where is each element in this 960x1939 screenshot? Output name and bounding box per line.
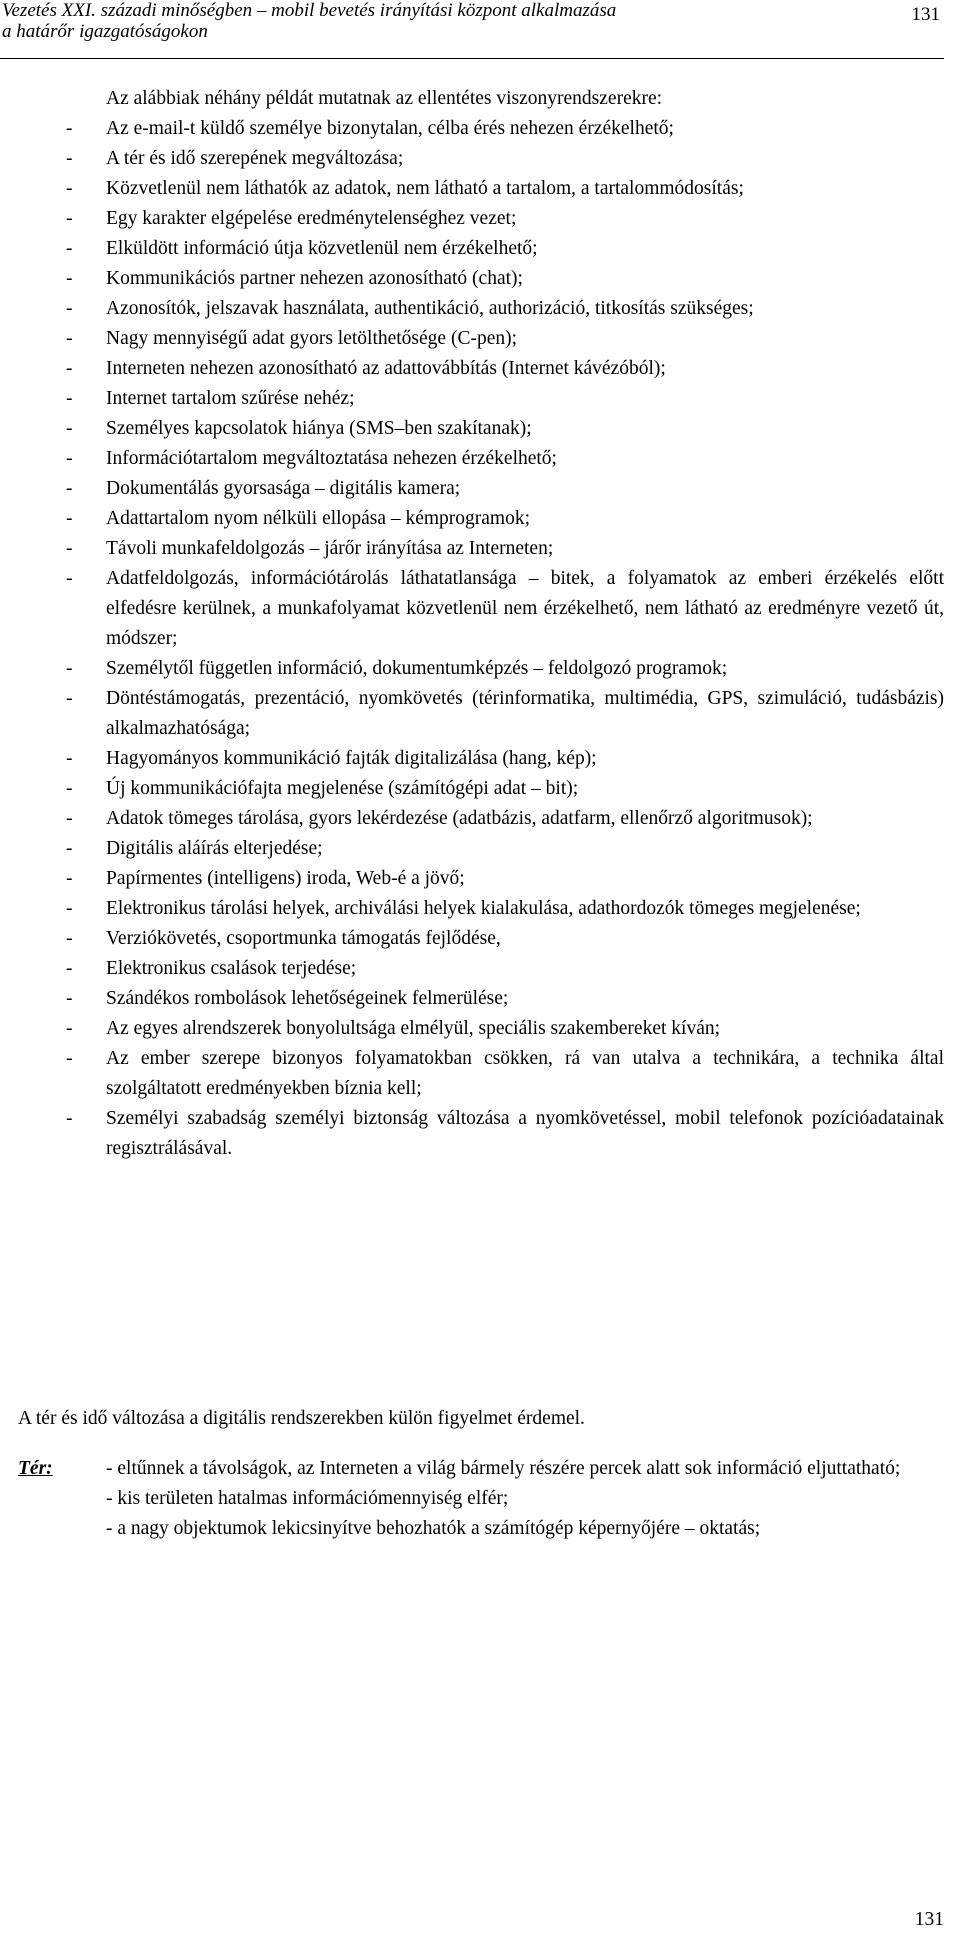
ter-label: Tér: — [18, 1458, 53, 1479]
list-dash: - — [66, 268, 73, 289]
list-item-text: Internet tartalom szűrése nehéz; — [106, 388, 355, 409]
ter-item: - kis területen hatalmas információmennyiség elfér; — [106, 1488, 509, 1509]
list-item-text: Dokumentálás gyorsasága – digitális kamera; — [106, 478, 461, 499]
footer-page-number: 131 — [914, 1909, 944, 1930]
list-item — [0, 114, 944, 144]
running-title — [2, 0, 616, 42]
list-dash: - — [66, 298, 73, 319]
ter-item: - a nagy objektumok lekicsinyítve behozhatók a számítógép képernyőjére – oktatás; — [106, 1518, 761, 1539]
list-dash: - — [66, 898, 73, 919]
list-item-text: Elektronikus csalások terjedése; — [106, 958, 357, 979]
list-item-text: Az ember szerepe bizonyos folyamatokban csökken, rá van utalva a technikára, a technika által szolgáltatott eredményekben bíznia kell; — [106, 1048, 944, 1099]
list-item-text: A tér és idő szerepének megváltozása; — [106, 148, 404, 169]
list-item — [0, 1044, 944, 1104]
list-item — [0, 204, 944, 234]
list-dash: - — [66, 538, 73, 559]
list-item — [0, 174, 944, 204]
list-dash: - — [66, 658, 73, 679]
list-dash: - — [66, 568, 73, 589]
list-dash: - — [66, 478, 73, 499]
list-item-text: Kommunikációs partner nehezen azonosítható (chat); — [106, 268, 523, 289]
list-item-text: Adattartalom nyom nélküli ellopása – kémprogramok; — [106, 508, 531, 529]
list-dash: - — [66, 988, 73, 1009]
list-item — [0, 294, 944, 324]
list-item-text: Adatfeldolgozás, információtárolás láthatatlansága – bitek, a folyamatok az emberi érzékelés előtt elfedésre kerülnek, a munkafolyamat közvetlenül nem érzékelhető, nem látható az eredményre vezető út, módszer; — [106, 568, 944, 649]
list-item-text: Döntéstámogatás, prezentáció, nyomkövetés (térinformatika, multimédia, GPS, szimuláció, tudásbázis) alkalmazhatósága; — [106, 688, 944, 739]
list-dash: - — [66, 838, 73, 859]
list-dash: - — [66, 748, 73, 769]
list-dash: - — [66, 448, 73, 469]
list-item — [0, 474, 944, 504]
list-item — [0, 1014, 944, 1044]
list-item — [0, 684, 944, 744]
list-item — [0, 504, 944, 534]
list-item-text: Hagyományos kommunikáció fajták digitalizálása (hang, kép); — [106, 748, 597, 769]
list-item — [0, 324, 944, 354]
list-item-text: Szándékos rombolások lehetőségeinek felmerülése; — [106, 988, 509, 1009]
list-item-text: Az egyes alrendszerek bonyolultsága elmélyül, speciális szakembereket kíván; — [106, 1018, 721, 1039]
list-dash: - — [66, 1048, 73, 1069]
list-item — [0, 144, 944, 174]
list-dash: - — [66, 238, 73, 259]
list-dash: - — [66, 328, 73, 349]
list-item-text: Interneten nehezen azonosítható az adattovábbítás (Internet kávézóból); — [106, 358, 666, 379]
list-item — [0, 444, 944, 474]
list-item-text: Személytől független információ, dokumentumképzés – feldolgozó programok; — [106, 658, 728, 679]
space-time-statement: A tér és idő változása a digitális rendszerekben külön figyelmet érdemel. — [18, 1408, 585, 1429]
list-dash: - — [66, 928, 73, 949]
list-item-text: Elektronikus tárolási helyek, archiválási helyek kialakulása, adathordozók tömeges megjelenése; — [106, 898, 861, 919]
list-item-text: Papírmentes (intelligens) iroda, Web-é a jövő; — [106, 868, 465, 889]
list-item-text: Egy karakter elgépelése eredménytelenséghez vezet; — [106, 208, 517, 229]
list-dash: - — [66, 418, 73, 439]
list-item-text: Új kommunikációfajta megjelenése (számítógépi adat – bit); — [106, 778, 579, 799]
list-item — [0, 864, 944, 894]
list-dash: - — [66, 508, 73, 529]
list-dash: - — [66, 148, 73, 169]
list-item — [0, 984, 944, 1014]
list-dash: - — [66, 118, 73, 139]
list-dash: - — [66, 178, 73, 199]
list-item — [0, 234, 944, 264]
list-item-text: Személyes kapcsolatok hiánya (SMS–ben szakítanak); — [106, 418, 532, 439]
list-dash: - — [66, 208, 73, 229]
list-item-text: Elküldött információ útja közvetlenül nem érzékelhető; — [106, 238, 538, 259]
list-item — [0, 264, 944, 294]
list-item — [0, 1104, 944, 1164]
running-title-line-2: a határőr igazgatóságokon — [2, 21, 208, 42]
list-item — [0, 774, 944, 804]
list-item-text: Digitális aláírás elterjedése; — [106, 838, 323, 859]
contrast-list — [0, 114, 944, 1164]
list-item-text: Adatok tömeges tárolása, gyors lekérdezése (adatbázis, adatfarm, ellenőrző algoritmusok); — [106, 808, 813, 829]
list-dash: - — [66, 358, 73, 379]
list-item — [0, 804, 944, 834]
header-page-number: 131 — [911, 4, 940, 25]
ter-item: - eltűnnek a távolságok, az Interneten a világ bármely részére percek alatt sok információ eljuttatható; — [106, 1458, 901, 1479]
list-item-text: Távoli munkafeldolgozás – járőr irányítása az Interneten; — [106, 538, 554, 559]
list-item — [0, 834, 944, 864]
list-item-text: Az e-mail-t küldő személye bizonytalan, célba érés nehezen érzékelhető; — [106, 118, 674, 139]
intro-sentence: Az alábbiak néhány példát mutatnak az ellentétes viszonyrendszerekre: — [106, 88, 663, 109]
list-dash: - — [66, 688, 73, 709]
list-dash: - — [66, 868, 73, 889]
list-item — [0, 654, 944, 684]
list-item — [0, 354, 944, 384]
list-item — [0, 924, 944, 954]
list-item — [0, 384, 944, 414]
list-item — [0, 894, 944, 924]
list-item-text: Nagy mennyiségű adat gyors letölthetősége (C-pen); — [106, 328, 518, 349]
list-item-text: Verziókövetés, csoportmunka támogatás fejlődése, — [106, 928, 501, 949]
list-item-text: Információtartalom megváltoztatása nehezen érzékelhető; — [106, 448, 557, 469]
ter-list — [106, 1454, 944, 1544]
list-dash: - — [66, 958, 73, 979]
list-dash: - — [66, 388, 73, 409]
list-item — [0, 534, 944, 564]
list-item — [0, 414, 944, 444]
page-header — [0, 0, 944, 59]
list-item — [0, 954, 944, 984]
list-dash: - — [66, 1018, 73, 1039]
list-item-text: Személyi szabadság személyi biztonság változása a nyomkövetéssel, mobil telefonok pozícióadatainak regisztrálásával. — [106, 1108, 944, 1159]
list-dash: - — [66, 808, 73, 829]
list-item — [0, 744, 944, 774]
list-dash: - — [66, 778, 73, 799]
list-item-text: Azonosítók, jelszavak használata, authentikáció, authorizáció, titkosítás szükséges; — [106, 298, 754, 319]
list-item-text: Közvetlenül nem láthatók az adatok, nem látható a tartalom, a tartalommódosítás; — [106, 178, 744, 199]
list-item — [0, 564, 944, 654]
running-title-line-1: Vezetés XXI. századi minőségben – mobil bevetés irányítási központ alkalmazása — [2, 0, 617, 21]
list-dash: - — [66, 1108, 73, 1129]
